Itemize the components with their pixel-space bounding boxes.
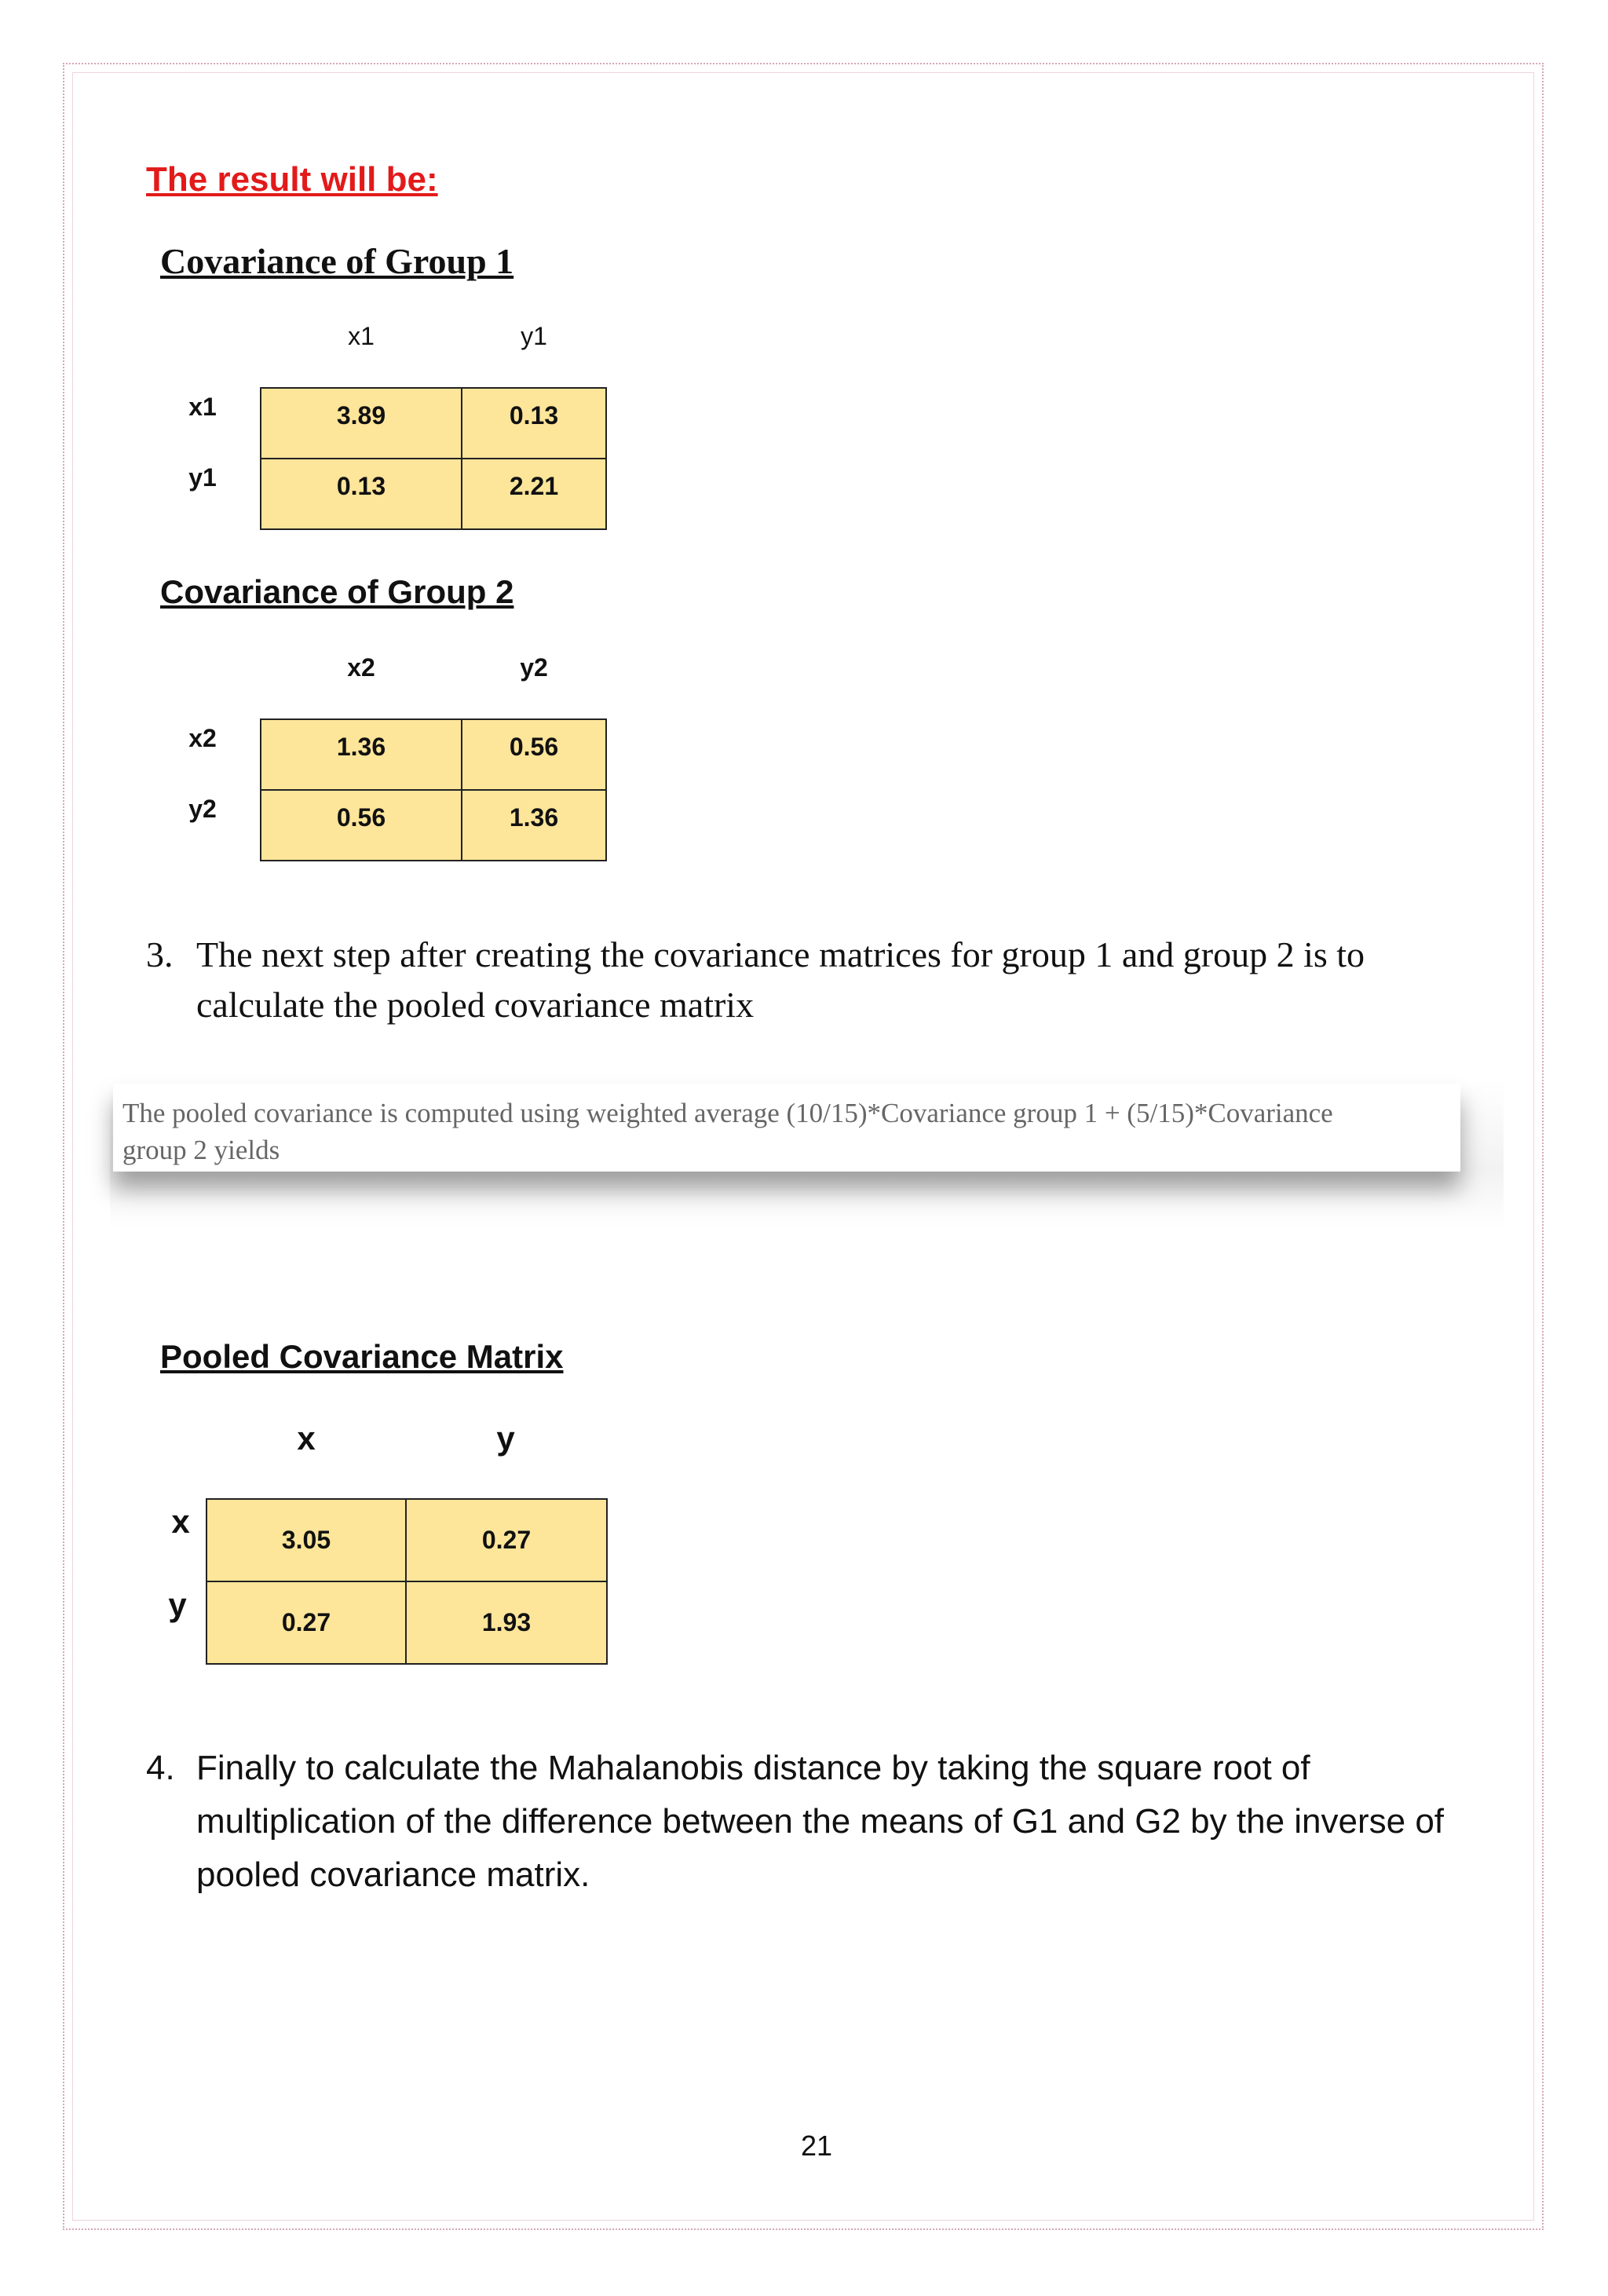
step4-line1: Finally to calculate the Mahalanobis distance by taking the square root of — [196, 1749, 1310, 1787]
pooled-cell: 1.93 — [406, 1581, 607, 1664]
result-heading: The result will be: — [146, 160, 438, 199]
group2-col-x2: x2 — [347, 653, 375, 682]
group2-row-x2: x2 — [188, 724, 217, 752]
group1-cell: 0.13 — [462, 388, 606, 459]
group2-col-y2: y2 — [520, 653, 548, 682]
step3-line1: The next step after creating the covariance matrices for group 1 and group 2 is to — [196, 934, 1365, 974]
group2-cell: 0.56 — [261, 790, 462, 861]
group1-col-x1: x1 — [348, 322, 375, 350]
step3 — [146, 930, 1497, 1040]
pooled-row-x: x — [171, 1503, 190, 1540]
group1-col-y1: y1 — [521, 322, 547, 350]
pooled-cell: 0.27 — [206, 1581, 406, 1664]
pooled-col-y: y — [496, 1420, 515, 1457]
group1-matrix — [260, 387, 607, 530]
group1-row-x1: x1 — [188, 393, 217, 421]
step4-number: 4. — [146, 1749, 175, 1787]
step3-number: 3. — [146, 934, 174, 974]
group1-row-y1: y1 — [188, 463, 217, 492]
pooled-cell: 0.27 — [406, 1499, 607, 1581]
pooled-title: Pooled Covariance Matrix — [160, 1338, 564, 1375]
group2-cell: 1.36 — [462, 790, 606, 861]
callout-line2: group 2 yields — [122, 1135, 280, 1165]
group1-title: Covariance of Group 1 — [160, 241, 514, 281]
pooled-matrix — [206, 1498, 608, 1665]
group1-cell: 0.13 — [261, 459, 462, 529]
group1-cell: 3.89 — [261, 388, 462, 459]
group1-cell: 2.21 — [462, 459, 606, 529]
step4-line2: multiplication of the difference between the means of G1 and G2 by the inverse of — [196, 1802, 1445, 1841]
pooled-col-x: x — [297, 1420, 316, 1457]
pooled-row-y: y — [168, 1586, 187, 1623]
group2-title: Covariance of Group 2 — [160, 573, 514, 610]
step4 — [146, 1742, 1497, 1914]
step3-line2: calculate the pooled covariance matrix — [196, 985, 755, 1025]
callout-line1: The pooled covariance is computed using weighted average (10/15)*Covariance group 1 + (5/15)*Covariance — [122, 1098, 1333, 1128]
group2-row-y2: y2 — [188, 795, 217, 823]
group2-matrix — [260, 718, 607, 861]
pooled-cell: 3.05 — [206, 1499, 406, 1581]
group2-cell: 0.56 — [462, 719, 606, 790]
step4-line3: pooled covariance matrix. — [196, 1855, 590, 1894]
callout-box — [113, 1084, 1460, 1172]
group2-cell: 1.36 — [261, 719, 462, 790]
page-number: 21 — [800, 2130, 833, 2162]
